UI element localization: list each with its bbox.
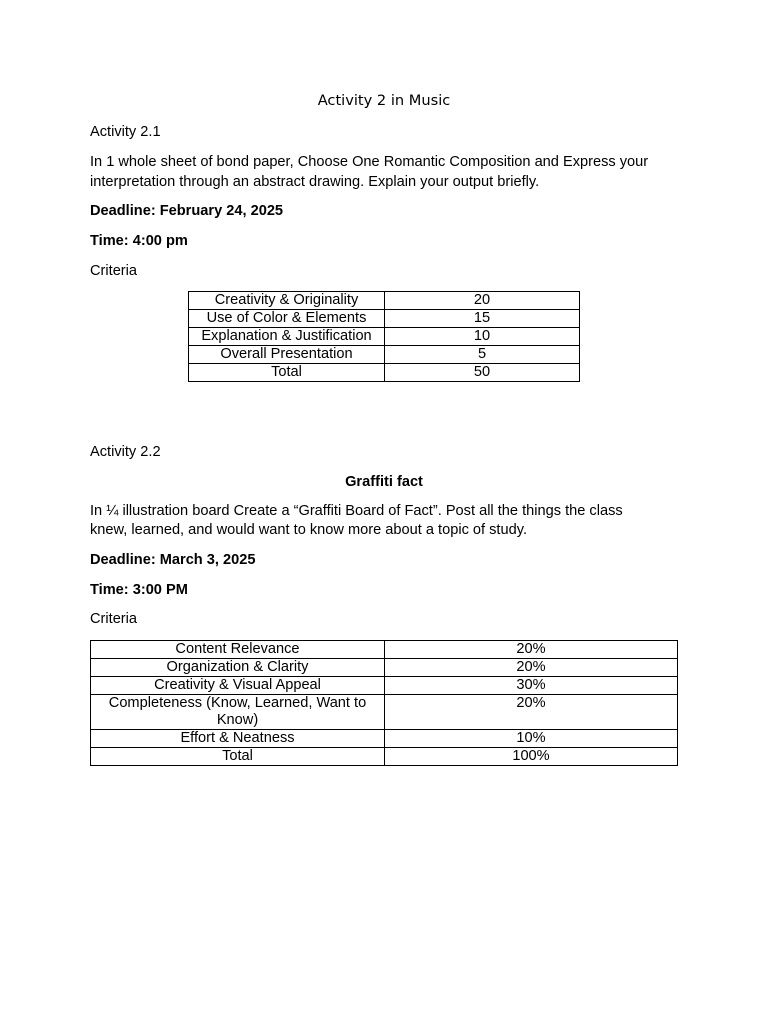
criteria-points: 5 [385,346,580,364]
criteria-points: 10 [385,328,580,346]
criteria-item: Organization & Clarity [91,659,385,677]
document-title: Activity 2 in Music [317,92,451,109]
table-row [91,730,678,748]
table-row [91,659,678,677]
table-row [91,695,678,730]
criteria-total-label: Total [91,748,385,766]
criteria-item: Use of Color & Elements [189,310,385,328]
table-row [189,346,580,364]
criteria-item: Creativity & Visual Appeal [91,677,385,695]
table-row [189,292,580,310]
table-row [91,677,678,695]
criteria-total-weight: 100% [385,748,678,766]
criteria-item: Completeness (Know, Learned, Want to Know) [91,695,385,730]
criteria-weight: 30% [385,677,678,695]
criteria-item: Content Relevance [91,641,385,659]
activity-2-1-instruction-line-2: interpretation through an abstract drawing. Explain your output briefly. [90,174,540,190]
criteria-points: 15 [385,310,580,328]
table-row [91,641,678,659]
activity-2-1-deadline: Deadline: February 24, 2025 [90,203,284,219]
criteria-weight: 20% [385,659,678,677]
criteria-weight: 10% [385,730,678,748]
criteria-item: Effort & Neatness [91,730,385,748]
activity-2-2-deadline: Deadline: March 3, 2025 [90,552,256,568]
table-row [189,328,580,346]
activity-2-1-criteria-label: Criteria [90,263,138,279]
criteria-weight: 20% [385,641,678,659]
table-row [189,364,580,382]
activity-2-2-time: Time: 3:00 PM [90,582,188,598]
activity-2-1-time: Time: 4:00 pm [90,233,188,249]
criteria-item: Explanation & Justification [189,328,385,346]
criteria-item: Creativity & Originality [189,292,385,310]
activity-2-1-instruction-line-1: In 1 whole sheet of bond paper, Choose One Romantic Composition and Express your [90,154,649,170]
activity-2-2-heading: Activity 2.2 [90,444,161,460]
activity-2-1-criteria-table [188,291,580,382]
table-row [189,310,580,328]
criteria-total-label: Total [189,364,385,382]
activity-2-2-subtitle: Graffiti fact [345,474,423,490]
activity-2-2-criteria-label: Criteria [90,611,138,627]
criteria-item: Overall Presentation [189,346,385,364]
criteria-weight: 20% [385,695,678,730]
table-row [91,748,678,766]
criteria-points: 20 [385,292,580,310]
activity-2-2-criteria-table [90,640,678,766]
activity-2-2-instruction-line-1: In ¼ illustration board Create a “Graffiti Board of Fact”. Post all the things the class [90,503,623,519]
activity-2-2-instruction-line-2: knew, learned, and would want to know more about a topic of study. [90,522,527,538]
activity-2-1-heading: Activity 2.1 [90,124,161,140]
criteria-total-points: 50 [385,364,580,382]
